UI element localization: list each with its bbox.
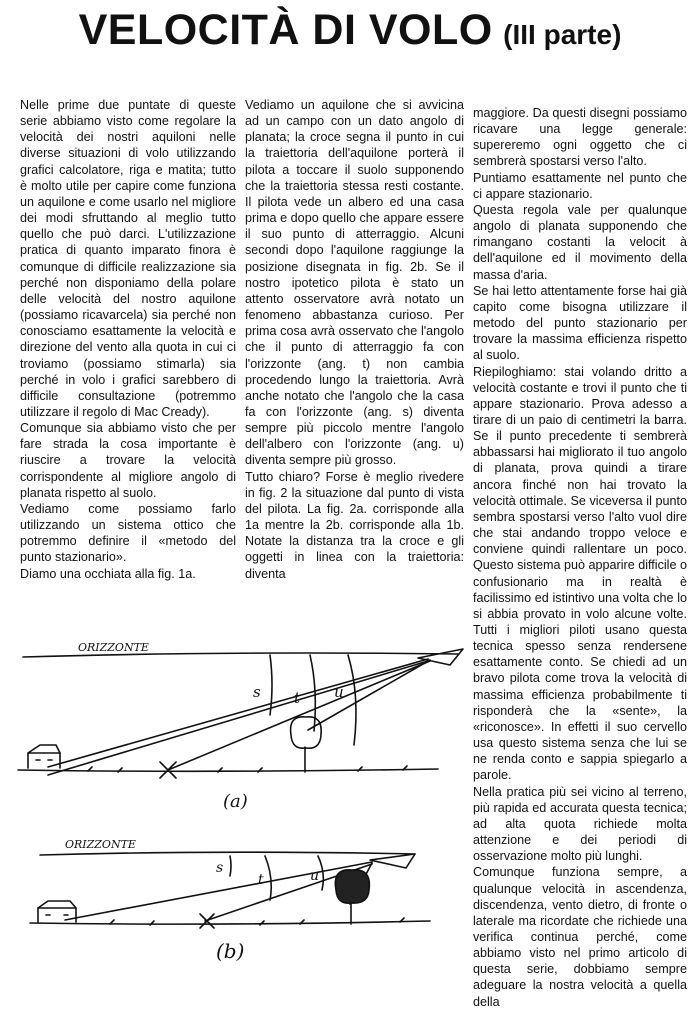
angle-label-t: t <box>294 689 301 707</box>
paragraph: Diamo una occhiata alla fig. 1a. <box>20 566 196 581</box>
paragraph: Vediamo come possiamo farlo utilizzando un sistema ottico che potremmo definire il «metodo del punto stazionario». <box>20 501 236 565</box>
figure-caption-b: (b) <box>216 939 245 963</box>
paragraph: Questa regola vale per qualunque angolo di planata supponendo che rimangano costanti la velocit à dell'aquilone ed il movimento della massa d'aria. <box>473 202 687 282</box>
tree-icon <box>335 870 369 924</box>
angle-arc-s <box>230 856 231 876</box>
angle-arc-s <box>270 655 272 715</box>
paragraph: Se hai letto attentamente forse hai già capito come bisogna utilizzare il metodo del punto stazionario per trovare la massima efficienza rispetto al suolo. <box>473 283 687 363</box>
landing-cross-icon <box>160 762 176 778</box>
text-column-1 <box>20 97 236 582</box>
paragraph: Vediamo un aquilone che si avvicina ad un campo con un dato angolo di planata; la croce segna il punto in cui la traiettoria dell'aquilone porterà il pilota a toccare il suolo supponendo che la traiettoria stessa resti costante. Il pilota vede un albero ed una casa prima e dopo quello che appare essere il suo punto di atterraggio. Alcuni secondi dopo l'aquilone raggiunge la posizione disegnata in fig. 2b. Se il nostro ipotetico pilota è stato un attento osservatore avrà notato un fenomeno abbastanza curioso. Per prima cosa avrà osservato che l'angolo che il punto di atterraggio fa con l'orizzonte (ang. t) non cambia procedendo lungo la traiettoria. Avrà anche notato che l'angolo che la casa fa con l'orizzonte (ang. s) diventa sempre più piccolo mentre l'angolo dell'albero con l'orizzonte (ang. u) diventa sempre più grosso. <box>245 98 464 468</box>
horizon-label: ORIZZONTE <box>65 838 136 851</box>
landing-cross-icon <box>200 914 214 928</box>
paragraph: Tutto chiaro? Forse è meglio rivedere in fig. 2 la situazione dal punto di vista del pilota. La fig. 2a. corrisponde alla 1a mentre la 2b. corrisponde alla 1b. Notate la distanza tra la croce e gli oggetti in linea con la traiettoria: diventa <box>245 469 464 581</box>
text-column-3 <box>473 105 687 1010</box>
sight-line-house <box>48 659 428 767</box>
angle-label-s: s <box>216 860 224 876</box>
page-title <box>0 6 700 55</box>
angle-label-u: u <box>310 868 320 884</box>
paragraph: Nelle prime due puntate di queste serie abbiamo visto come regolare la velocità dei nostri aquiloni nelle diverse situazioni di volo utilizzando grafici calcolatore, riga e matita; tutto è molto utile per capire come funziona un aquilone e come usarlo nel migliore dei modi sfruttando al meglio tutto quello che può darci. L'utilizzazione pratica di quanto imparato finora è comunque di difficile realizzazione sia perché non disponiamo della polare delle velocità del nostro aquilone (possiamo ricavarcela) sia perché non conosciamo esattamente la velocità e direzione del vento alla quota in cui ci troviamo (possiamo stimarla) sia perché in volo i grafici sarebbero di difficile consultazione (potremmo utilizzare il regolo di Mac Cready). <box>20 98 236 419</box>
angle-label-s: s <box>253 683 261 701</box>
article-subtitle: (III parte) <box>503 19 622 50</box>
article-title: VELOCITÀ DI VOLO <box>78 6 493 54</box>
sight-line-tree <box>308 660 430 730</box>
horizon-line <box>40 852 415 855</box>
angle-label-u: u <box>334 683 344 701</box>
paragraph: Comunque sia abbiamo visto che per fare strada la cosa importante è riuscire a trovare la velocità corrispondente al migliore angolo di planata rispetto al suolo. <box>20 421 236 500</box>
paragraph: Puntiamo esattamente nel punto che ci appare stazionario. <box>473 170 687 201</box>
sight-line-cross <box>168 661 430 770</box>
sight-line-house-low <box>48 661 428 775</box>
ground-line <box>30 921 430 924</box>
angle-arc-u <box>348 655 356 745</box>
horizon-label: ORIZZONTE <box>78 641 149 654</box>
kite-icon <box>370 854 415 868</box>
text-column-2 <box>245 97 464 582</box>
figure-1b <box>20 828 440 968</box>
figure-caption-a: (a) <box>223 791 248 812</box>
ground-line <box>18 769 438 771</box>
figure-1a <box>8 635 468 815</box>
paragraph: Comunque funziona sempre, a qualunque velocità in ascendenza, discendenza, vento dietro, di fronte o laterale ma ricordate che richiede una verifica continua perché, come abbiamo visto nel primo articolo di questa serie, dobbiamo sempre adeguare la nostra velocità a quella della <box>473 865 687 1009</box>
paragraph: maggiore. Da questi disegni possiamo ricavare una legge generale: supereremo ogni oggetto che ci sembrerà spostarsi verso l'alto. <box>473 106 687 169</box>
angle-label-t: t <box>258 872 264 888</box>
angle-arc-t <box>265 856 271 900</box>
paragraph: Nella pratica più sei vicino al terreno, più rapida ed accurata questa tecnica; ad alta quota richiede molta attenzione e dei periodi di osservazione molto più lunghi. <box>473 784 687 864</box>
paragraph: Riepiloghiamo: stai volando dritto a velocità costante e trovi il punto che ti appare stazionario. Prova adesso a tirare di un paio di centimetri la barra. Se il punto precedente ti sembrerà abbassarsi hai migliorato il tuo angolo di planata, prova quindi a tirare ancora finché non hai trovato la velocità ottimale. Se viceversa il punto sembra spostarsi verso l'alto vuol dire che stai andando troppo veloce e conviene quindi rallentare un poco. Questo sistema può apparire difficile o confusionario ma in realtà è facilissimo ed istintivo una volta che lo si abbia provato in volo alcune volte. Tutti i migliori piloti usano questa tecnica spesso senza rendersene esattamente conto. Se chiedi ad un bravo pilota come trova la velocità di massima efficienza probabilmente ti risponderà che la «sente», la «riconosce». In effetti il suo cervello usa questo sistema senza che lui se ne renda conto e sappia spiegarlo a parole. <box>473 364 687 783</box>
